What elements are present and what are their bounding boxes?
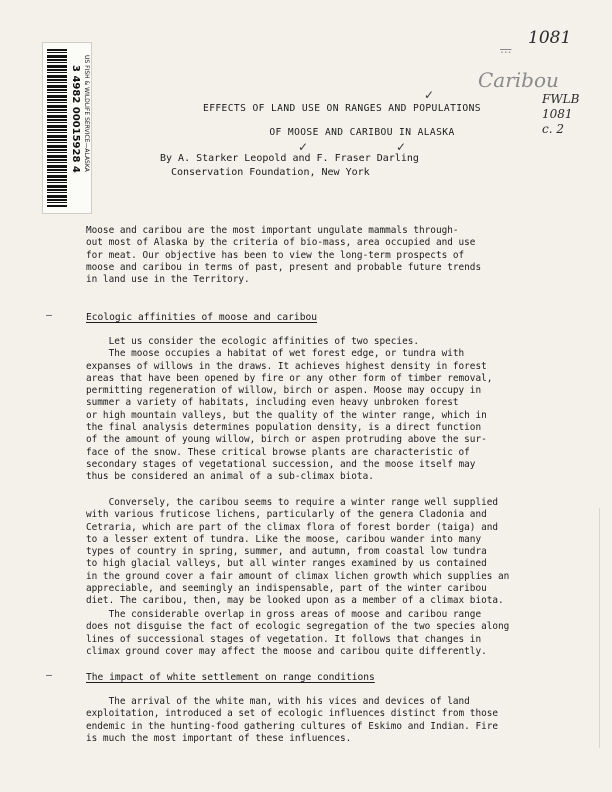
section2-paragraph-1: The arrival of the white man, with his vices and devices of land exploitation, introduced a set of ecologic influences distinct from those endemic in the hunting-food gathering cultures of Eskimo and Indian. Fire is much the most important of these influences. (86, 696, 499, 744)
section1-paragraph-3: The considerable overlap in gross areas of moose and caribou range does not disguise the fact of ecologic segregation of the two species along lines of successional stages of vegetation. It follows that changes in climax ground cover may affect the moose and caribou quite differently. (86, 609, 510, 657)
handwritten-call-number: FWLB 1081 c. 2 (542, 92, 580, 136)
handwritten-accession-number: 1081 (528, 28, 572, 48)
check-mark: ✓ (298, 140, 309, 154)
margin-dash: — (46, 310, 53, 321)
byline (160, 152, 419, 180)
margin-dash: — (46, 670, 53, 681)
check-mark: ✓ (396, 140, 407, 154)
handwritten-crossed-out-note: ... (500, 42, 512, 56)
handwritten-subject: Caribou (478, 68, 559, 92)
section1-paragraph-2: Conversely, the caribou seems to require a winter range well supplied with various fruticose lichens, particularly of the genera Cladonia and Cetraria, which are part of the climax flora of forest border (taiga) and to a lesser extent of tundra. Like the moose, caribou wander into many types of country in spring, summer, and autumn, from coastal low tundra to high glacial valleys, but all winter ranges examined by us contained in the ground cover a fair amount of climax lichen growth which supplies an appreciable, and seemingly an indispensable, part of the winter caribou diet. The caribou, then, may be looked upon as a member of a climax biota. (86, 497, 510, 607)
section-heading-ecologic-affinities: Ecologic affinities of moose and caribou (86, 312, 318, 323)
page-edge-line (599, 508, 600, 748)
intro-paragraph: Moose and caribou are the most important ungulate mammals through- out most of Alaska by the criteria of bio-mass, area occupied and use for meat. Our objective has been to view the long-term prospects of moose and caribou in terms of past, present and probable future trends in land use in the Territory. (86, 225, 482, 286)
section1-paragraph-1: Let us consider the ecologic affinities of two species. The moose occupies a habitat of wet forest edge, or tundra with expanses of willows in the draws. It achieves highest density in forest areas that have been opened by fire or any other form of timber removal, permitting regeneration of willow, birch or aspen. Moose may occupy in summer a variety of habitats, including even heavy unbroken forest or high mountain valleys, but the quality of the winter range, which in the final analysis determines population density, is a direct function of the amount of young willow, birch or aspen protruding above the sur- face of the snow. These critical browse plants are characteristic of secondary stages of vegetational succession, and the moose itself may thus be considered an animal of a sub-climax biota. (86, 336, 493, 483)
barcode-label: 3 4982 00015928 4 US FISH & WILDLIFE SERVICE—ALASKA (42, 42, 92, 214)
affiliation: Conservation Foundation, New York (171, 167, 370, 178)
title-line-2: OF MOOSE AND CARIBOU IN ALASKA (269, 127, 455, 138)
authors: By A. Starker Leopold and F. Fraser Darling (160, 153, 419, 164)
section-heading-white-settlement: The impact of white settlement on range conditions (86, 672, 375, 683)
title-line-1: EFFECTS OF LAND USE ON RANGES AND POPULATIONS (203, 103, 481, 114)
check-mark: ✓ (424, 88, 435, 102)
